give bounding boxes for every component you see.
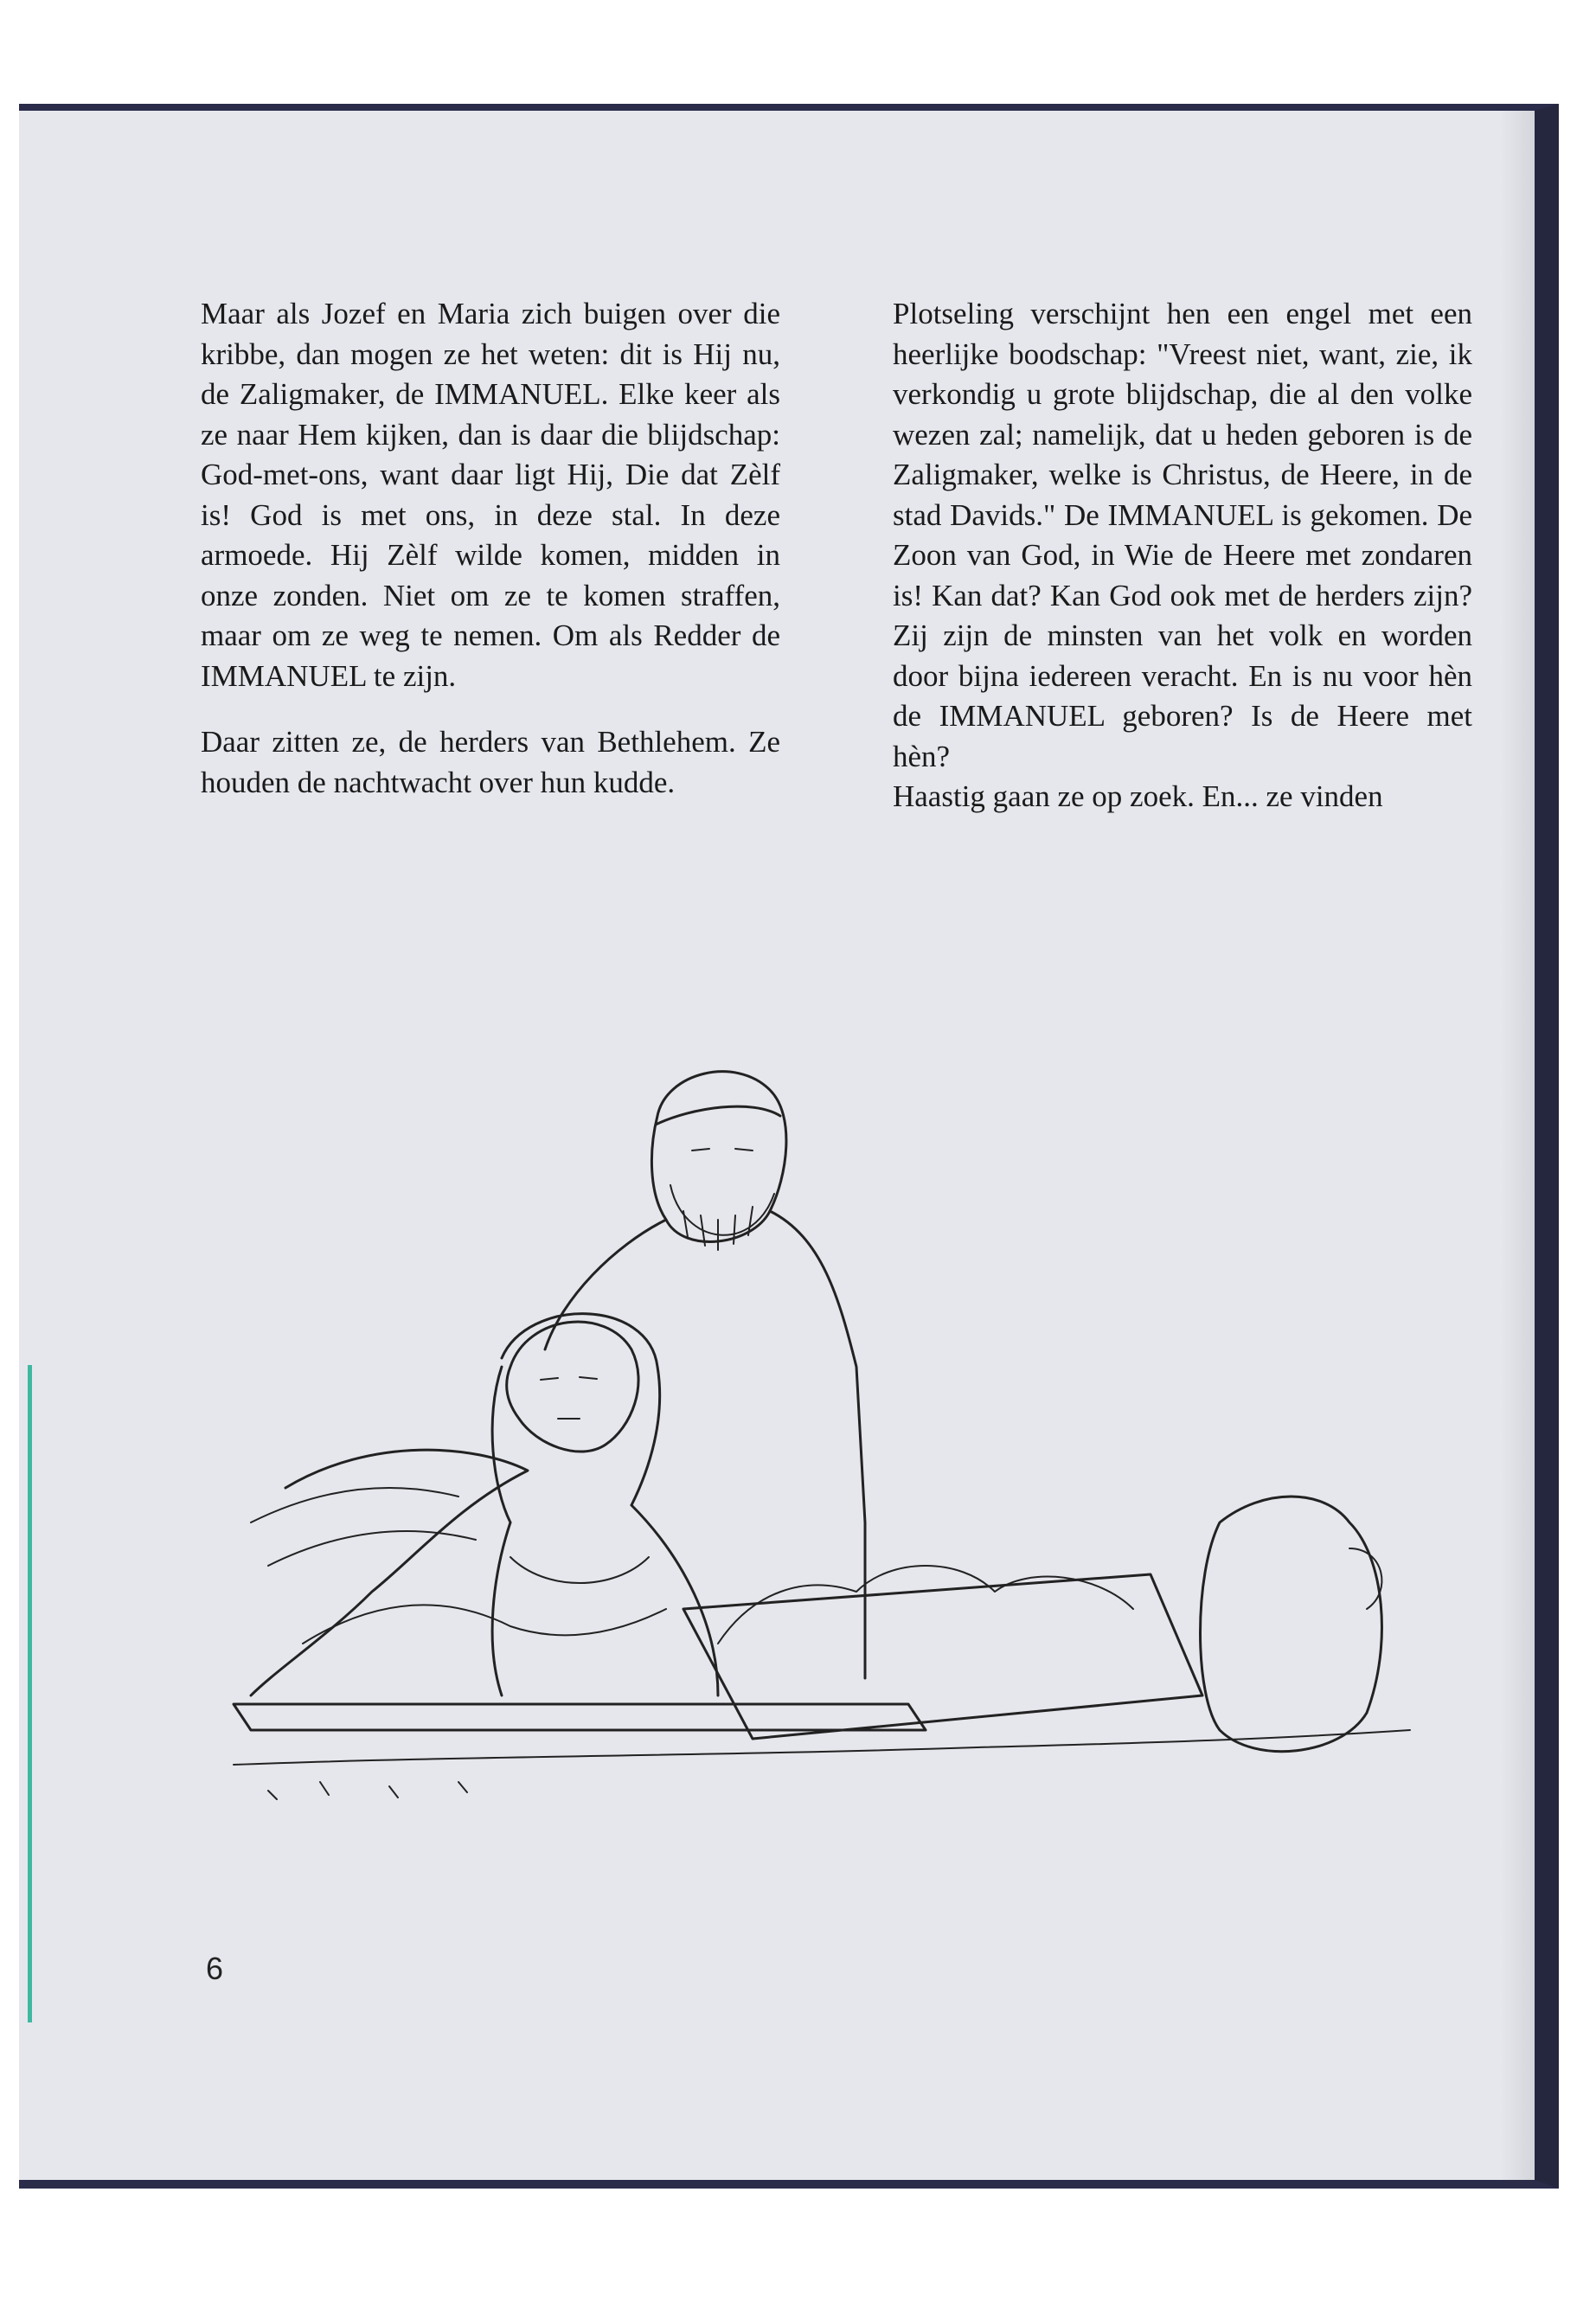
mary-eyes [541, 1377, 597, 1380]
joseph-headband [656, 1106, 780, 1125]
left-paragraph-1: Maar als Jozef en Maria zich buigen over die kribbe, dan mogen ze het weten: dit is Hij nu, de Zaligmaker, de IMMANUEL. Elke keer als ze naar Hem kijken, dan is daar die blijdschap: God-met-ons, want daar ligt Hij, Die dat Zèlf is! God is met ons, in deze stal. In deze armoede. Hij Zèlf wilde komen, midden in onze zonden. Niet om ze te komen straffen, maar om ze weg te nemen. Om als Redder de IMMANUEL te zijn. [201, 297, 780, 693]
nativity-illustration [199, 1038, 1522, 1868]
blanket [251, 1450, 528, 1695]
mary-body [492, 1505, 718, 1695]
left-paragraph-2: Daar zitten ze, de herders van Bethlehem. Ze houden de nachtwacht over hun kudde. [201, 725, 780, 799]
manger [683, 1574, 1202, 1739]
page-number: 6 [206, 1951, 224, 1986]
joseph-head [651, 1072, 786, 1242]
joseph-eyes [692, 1149, 753, 1150]
page-edge-accent [28, 1365, 32, 2022]
right-paragraph-2: Haastig gaan ze op zoek. En... ze vinden [893, 779, 1383, 813]
mary-head [507, 1322, 638, 1452]
right-text-column [893, 294, 1472, 817]
left-text-column [201, 294, 780, 829]
jug [1201, 1497, 1382, 1752]
right-paragraph-1: Plotseling verschijnt hen een engel met een heerlijke boodschap: "Vreest niet, want, zie, ik verkondig u grote blijdschap, die al den volke wezen zal; namelijk, dat u heden geboren is de Zaligmaker, welke is Christus, de Heere, in de stad Davids." De IMMANUEL is gekomen. De Zoon van God, in Wie de Heere met zondaren is! Kan dat? Kan God ook met de herders zijn? Zij zijn de minsten van het volk en worden door bijna iedereen veracht. En is nu voor hèn de IMMANUEL geboren? Is de Heere met hèn? [893, 297, 1472, 773]
